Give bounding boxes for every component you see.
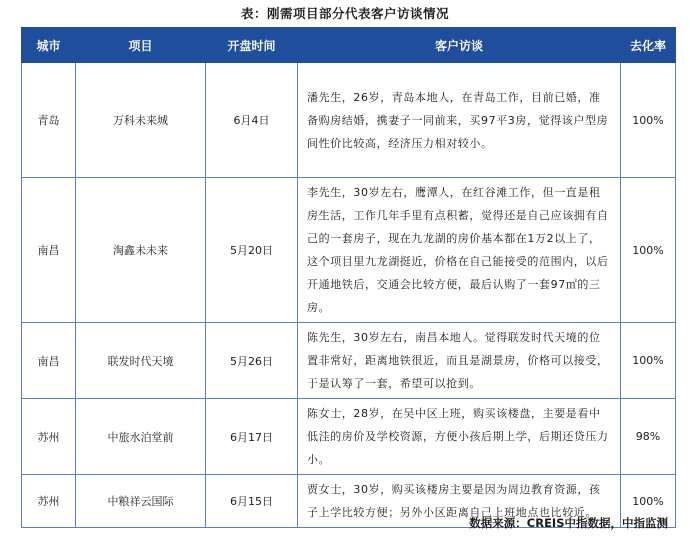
interview-cell: 陈先生，30岁左右，南昌本地人。觉得联发时代天境的位置非常好，距离地铁很近，而且是湖景房，价格可以接受，于是认筹了一套，希望可以抢到。 bbox=[298, 323, 621, 399]
data-source-note: 数据来源：CREIS中指数据，中指监测 bbox=[469, 516, 668, 530]
city-cell: 苏州 bbox=[22, 399, 76, 475]
interview-cell: 李先生，30岁左右，鹰潭人，在红谷滩工作，但一直是租房生活，工作几年手里有点积蓄，觉得还是自己应该拥有自己的一套房子，现在九龙湖的房价基本都在1万2以上了，这个项目里九龙湖挺近，价格在自己能接受的范围内，以后开通地铁后，交通会比较方便，最后认购了一套97㎡的三房。 bbox=[298, 178, 621, 323]
header-rate: 去化率 bbox=[621, 28, 676, 63]
city-cell: 苏州 bbox=[22, 475, 76, 528]
interview-cell: 陈女士，28岁，在吴中区上班，购买该楼盘，主要是看中低洼的房价及学校资源，方便小孩后期上学，后期还贷压力小。 bbox=[298, 399, 621, 475]
table-row bbox=[22, 323, 676, 399]
table-row bbox=[22, 178, 676, 323]
table-title: 表：刚需项目部分代表客户访谈情况 bbox=[240, 6, 449, 21]
project-cell: 中粮祥云国际 bbox=[76, 475, 206, 528]
city-cell: 南昌 bbox=[22, 178, 76, 323]
rate-cell: 100% bbox=[621, 178, 676, 323]
rate-cell: 100% bbox=[621, 475, 676, 528]
open-date-cell: 5月20日 bbox=[206, 178, 298, 323]
project-cell: 淘鑫未未来 bbox=[76, 178, 206, 323]
city-cell: 青岛 bbox=[22, 63, 76, 178]
rate-cell: 98% bbox=[621, 399, 676, 475]
city-cell: 南昌 bbox=[22, 323, 76, 399]
open-date-cell: 5月26日 bbox=[206, 323, 298, 399]
header-project: 项目 bbox=[76, 28, 206, 63]
open-date-cell: 6月15日 bbox=[206, 475, 298, 528]
header-interview: 客户访谈 bbox=[298, 28, 621, 63]
open-date-cell: 6月17日 bbox=[206, 399, 298, 475]
interview-table bbox=[21, 27, 676, 528]
open-date-cell: 6月4日 bbox=[206, 63, 298, 178]
project-cell: 联发时代天境 bbox=[76, 323, 206, 399]
interview-cell: 潘先生，26岁，青岛本地人，在青岛工作，目前已婚，准备购房结婚，携妻子一同前来，买97平3房，觉得该户型房间性价比较高，经济压力相对较小。 bbox=[298, 63, 621, 178]
interview-cell: 贾女士，30岁，购买该楼房主要是因为周边教育资源，孩子上学比较方便；另外小区距离自己上班地点也比较近。 bbox=[298, 475, 621, 528]
rate-cell: 100% bbox=[621, 323, 676, 399]
header-city: 城市 bbox=[22, 28, 76, 63]
header-row bbox=[22, 28, 676, 63]
table-row bbox=[22, 399, 676, 475]
project-cell: 中旅水泊堂前 bbox=[76, 399, 206, 475]
table-row bbox=[22, 63, 676, 178]
header-open-date: 开盘时间 bbox=[206, 28, 298, 63]
project-cell: 万科未来城 bbox=[76, 63, 206, 178]
rate-cell: 100% bbox=[621, 63, 676, 178]
